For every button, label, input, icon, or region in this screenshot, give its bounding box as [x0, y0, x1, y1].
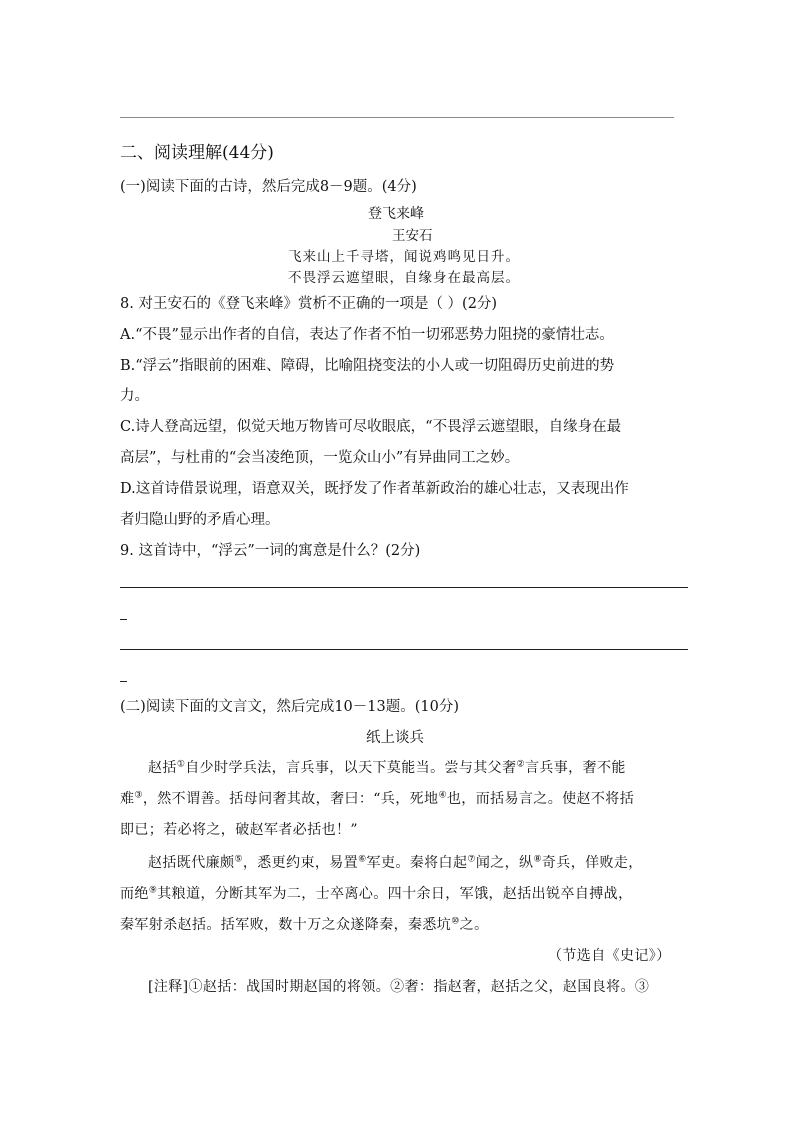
option-d-line-2: 者归隐山野的矛盾心理。 — [120, 512, 280, 528]
option-a: A.“不畏”显示出作者的自信，表达了作者不怕一切邪恶势力阻挠的豪情壮志。 — [120, 327, 614, 343]
option-d-line-1: D.这首诗借景说理，语意双关，既抒发了作者革新政治的雄心壮志，又表现出作 — [120, 481, 629, 497]
passage-p1-line-2: 难③，然不谓善。括母问奢其故，奢曰：“兵，死地④也，而括易言之。使赵不将括 — [120, 790, 635, 807]
passage-p2-line-2: 而绝⑨其粮道，分断其军为二，士卒离心。四十余日，军饿，赵括出锐卒自搏战， — [120, 885, 633, 902]
question-8-stem: 8. 对王安石的《登飞来峰》赏析不正确的一项是（ ）(2分) — [120, 296, 498, 312]
option-b-line-2: 力。 — [120, 388, 149, 404]
option-b-line-1: B.“浮云”指眼前的困难、障碍，比喻阻挠变法的小人或一切阻碍历史前进的势 — [120, 358, 615, 374]
answer-line-2[interactable] — [120, 649, 688, 650]
part2-intro: (二)阅读下面的文言文，然后完成10－13题。(10分) — [120, 699, 459, 715]
option-c-line-1: C.诗人登高远望，似觉天地万物皆可尽收眼底，“不畏浮云遮望眼，自缘身在最 — [120, 419, 622, 435]
passage-p1-line-3: 即已；若必将之，破赵军者必括也！” — [120, 822, 358, 838]
answer-line-1[interactable] — [120, 587, 688, 588]
poem-line-2: 不畏浮云遮望眼，自缘身在最高层。 — [288, 270, 520, 286]
poem-author: 王安石 — [392, 228, 433, 244]
answer-dash-2 — [120, 681, 127, 682]
part1-intro: (一)阅读下面的古诗，然后完成8－9题。(4分) — [120, 179, 417, 195]
answer-dash-1 — [120, 619, 127, 620]
poem-title: 登飞来峰 — [368, 206, 424, 222]
header-rule — [120, 117, 674, 118]
passage-notes: [注释]①赵括：战国时期赵国的将领。②奢：指赵奢，赵括之父，赵国良将。③ — [148, 979, 650, 995]
option-c-line-2: 高层”，与杜甫的“会当凌绝顶，一览众山小”有异曲同工之妙。 — [120, 450, 520, 466]
passage-title: 纸上谈兵 — [366, 730, 424, 746]
section-title: 二、阅读理解(44分) — [120, 143, 274, 163]
passage-p2-line-3: 秦军射杀赵括。括军败，数十万之众遂降秦，秦悉坑⑩之。 — [120, 916, 489, 933]
passage-p1-line-1: 赵括①自少时学兵法，言兵事，以天下莫能当。尝与其父奢②言兵事，奢不能 — [148, 759, 626, 776]
question-9-stem: 9. 这首诗中，“浮云”一词的寓意是什么？(2分) — [120, 543, 421, 559]
poem-line-1: 飞来山上千寻塔，闻说鸡鸣见日升。 — [288, 249, 520, 265]
passage-p2-line-1: 赵括既代廉颇⑤，悉更约束，易置⑥军吏。秦将白起⑦闻之，纵⑧奇兵，佯败走， — [148, 854, 643, 871]
passage-source: （节选自《史记》） — [548, 948, 671, 964]
